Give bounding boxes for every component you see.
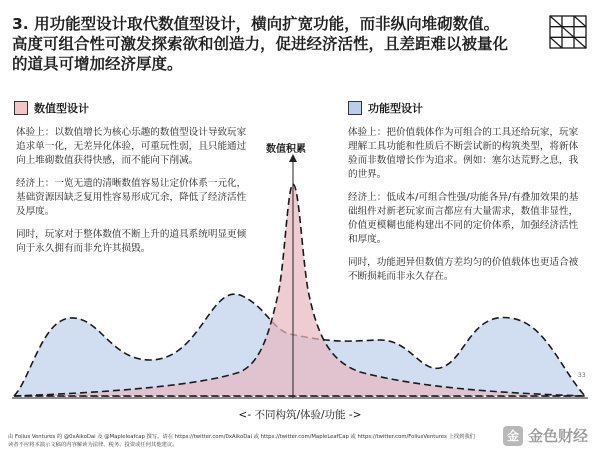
watermark-text: 金色财经 bbox=[527, 427, 588, 445]
numeric-paragraph: 经济上：一览无遗的清晰数值容易让定价体系一元化，基础资源因缺乏复用性容易形成冗余，降低了经济活性及厚度。 bbox=[16, 178, 247, 217]
footer bbox=[8, 433, 478, 449]
legend-functional-label: 功能型设计 bbox=[368, 102, 423, 115]
legend-numeric-label: 数值型设计 bbox=[34, 102, 89, 115]
numeric-paragraph: 同时，玩家对于整体数值不断上升的道具系统明显更倾向于永久拥有而非允许其损毁。 bbox=[16, 229, 247, 254]
numeric-description bbox=[16, 126, 248, 265]
y-axis-label: 数值积累 bbox=[266, 144, 306, 155]
functional-paragraph: 同时，功能迥异但数值方差均匀的价值载体也更适合被不断损耗而非永久存在。 bbox=[348, 257, 579, 282]
functional-description bbox=[348, 126, 582, 293]
watermark-logo-icon: 金 bbox=[503, 426, 523, 446]
footer-disclaimer: 读者不应将本演示文稿的内容解读为法律、税务、投资或任何其他建议。 bbox=[8, 442, 178, 448]
numeric-paragraph: 体验上：以数值增长为核心乐趣的数值型设计导致玩家追求单一化，无差异化体验，可重玩性弱，且只能通过向上堆砌数值获得快感，而不能向下削减。 bbox=[16, 127, 247, 166]
page-number: 33 bbox=[578, 372, 586, 379]
footer-credit: 由 Folius Ventures 的 @0xAikoDai 及 @Mapleleafcap 撰写。请在 https://twitter.com/0xAikoDai 或 https://twitter.com/MapleLeafCap 或 https://twitter.com/FoliusVentures 上找到我们 bbox=[8, 434, 475, 440]
functional-paragraph: 体验上：把价值载体作为可组合的工具还给玩家，玩家理解工具功能和性质后不断尝试新的构筑类型，将新体验而非数值增长作为追求。例如：塞尔达荒野之息，我的世界。 bbox=[348, 127, 579, 180]
page-title: 3. 用功能型设计取代数值型设计，横向扩宽功能，而非纵向堆砌数值。高度可组合性可激发探索欲和创造力，促进经济活性，且差距难以被量化的道具可增加经济厚度。 bbox=[12, 15, 509, 73]
functional-paragraph: 经济上：低成本/可组合性强/功能各异/有叠加效果的基础组件对新老玩家而言都应有大量需求，数值非显性，价值更模糊也能构建出不同的定价体系，加强经济活性和厚度。 bbox=[348, 192, 579, 245]
x-axis-label: <- 不同构筑/体验/功能 -> bbox=[238, 409, 362, 421]
watermark bbox=[503, 425, 588, 446]
